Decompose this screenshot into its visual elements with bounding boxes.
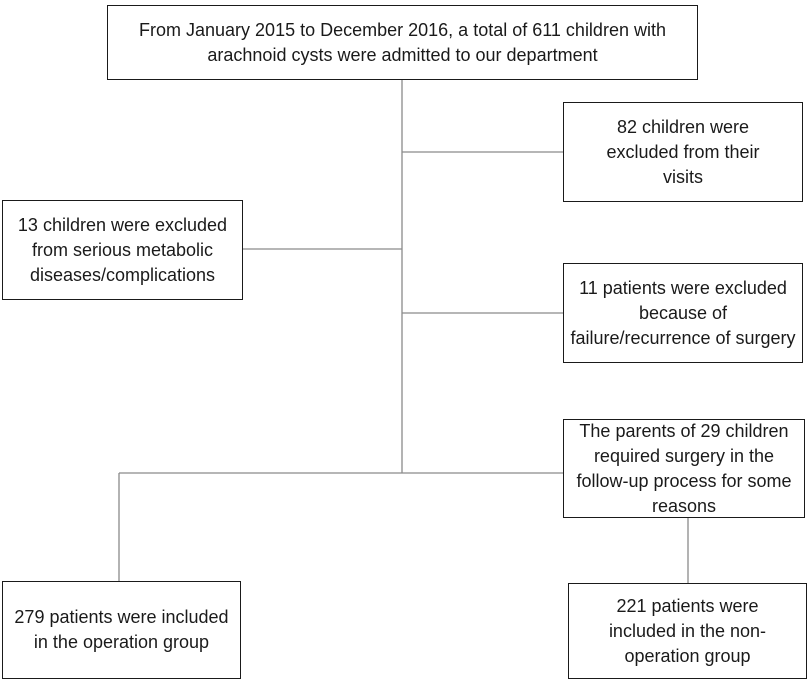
- admitted-children-text: From January 2015 to December 2016, a total of 611 children with arachnoid cysts were admitted to our department: [139, 19, 666, 65]
- excluded-surgery-box: [563, 263, 803, 363]
- excluded-metabolic-text: 13 children were excluded from serious metabolic diseases/complications: [17, 214, 228, 285]
- parents-required-surgery-text: The parents of 29 children required surgery in the follow-up process for some reasons: [576, 420, 792, 516]
- excluded-visits-text: 82 children were excluded from their visits: [606, 116, 760, 187]
- operation-group-text: 279 patients were included in the operation group: [14, 607, 229, 652]
- excluded-surgery-text: 11 patients were excluded because of failure/recurrence of surgery: [570, 277, 796, 348]
- operation-group-box: [2, 581, 241, 679]
- non-operation-group-box: [568, 583, 807, 679]
- excluded-metabolic-box: [2, 200, 243, 300]
- parents-required-surgery-box: [563, 419, 805, 518]
- excluded-visits-box: [563, 102, 803, 202]
- admitted-children-box: [107, 5, 698, 80]
- non-operation-group-text: 221 patients were included in the non-operation group: [608, 595, 767, 666]
